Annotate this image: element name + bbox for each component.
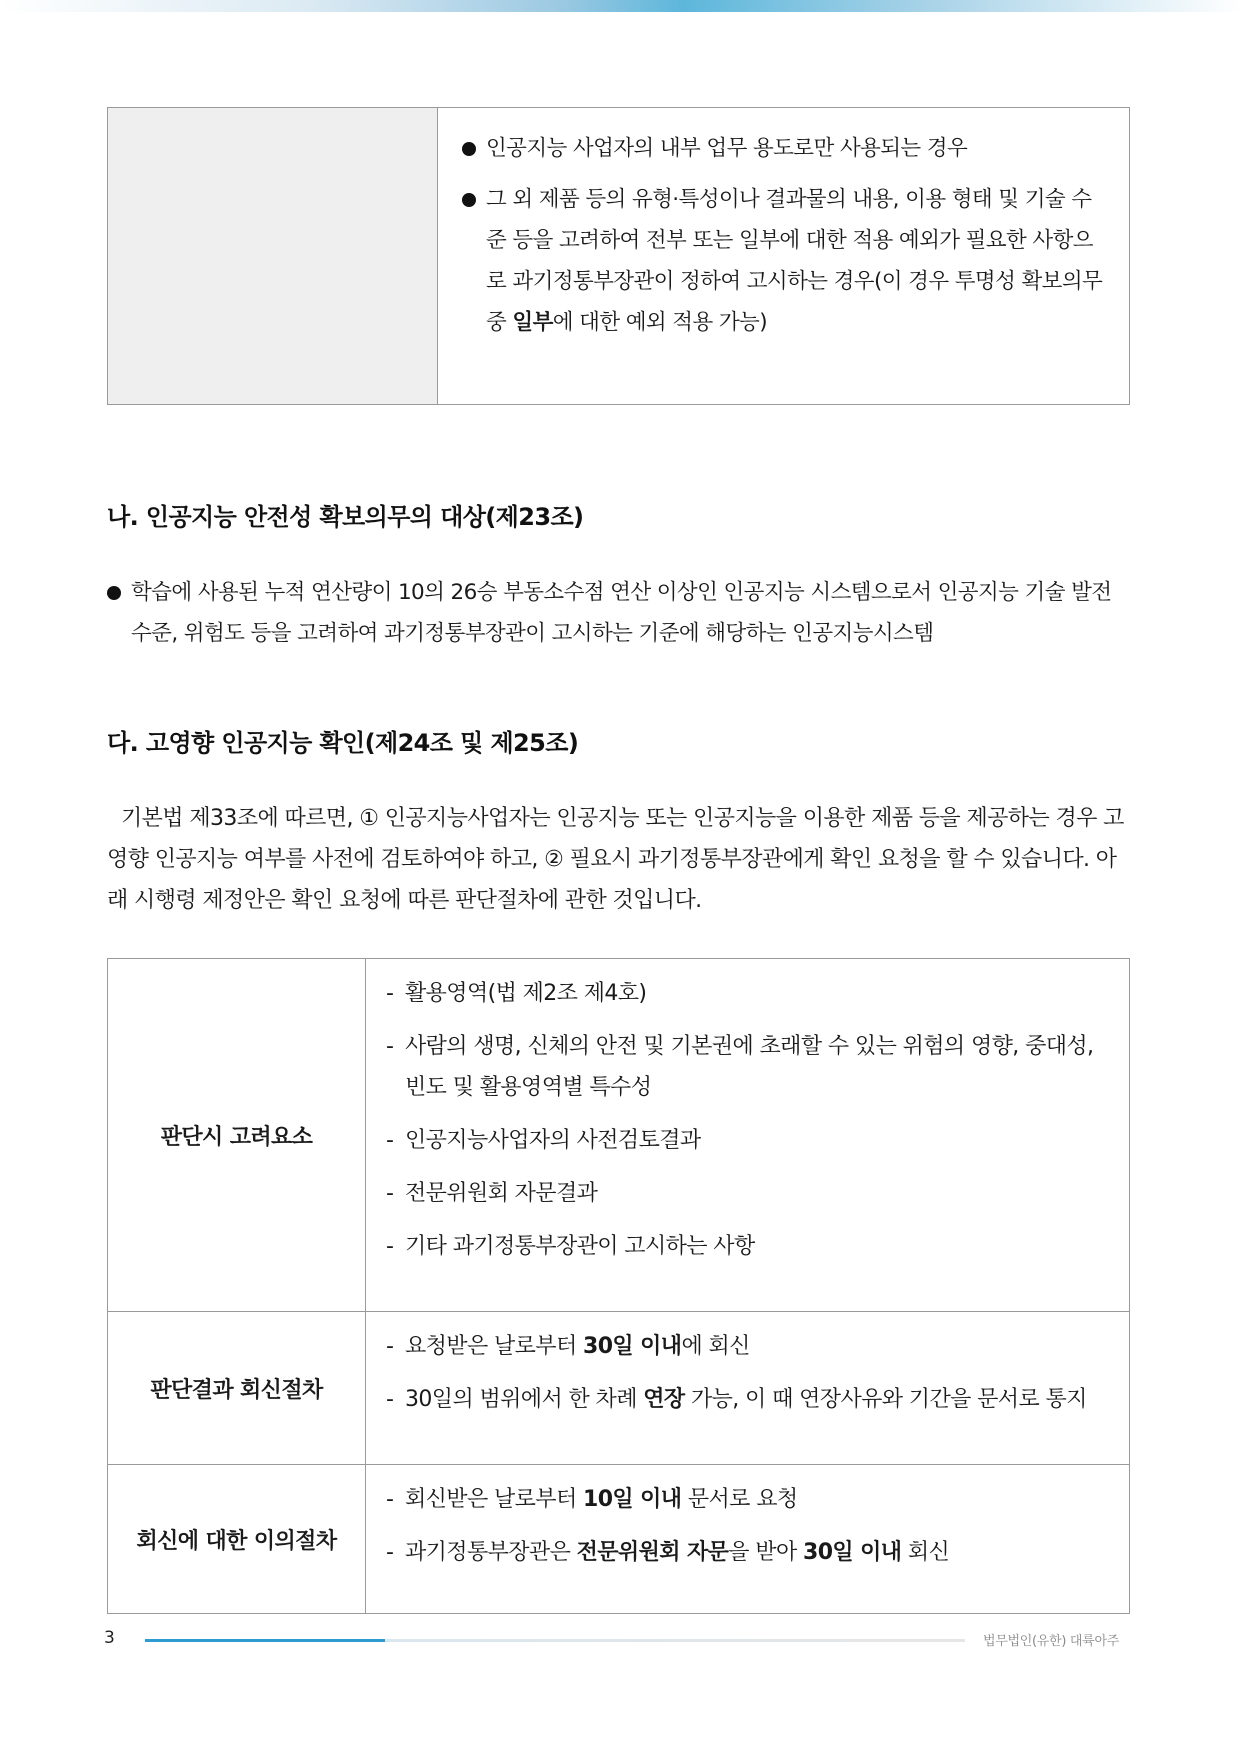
row-label: 판단결과 회신절차 xyxy=(108,1312,366,1465)
row-label: 회신에 대한 이의절차 xyxy=(108,1465,366,1614)
list-item: - 과기정통부장관은 전문위원회 자문을 받아 30일 이내 회신 xyxy=(386,1532,1109,1573)
row-content xyxy=(366,959,1130,1312)
judgement-procedure-table xyxy=(107,958,1130,1614)
top-gradient-bar xyxy=(0,0,1241,12)
list-item: - 전문위원회 자문결과 xyxy=(386,1173,1109,1214)
list-item: - 사람의 생명, 신체의 안전 및 기본권에 초래할 수 있는 위험의 영향, 중대성, 빈도 및 활용영역별 특수성 xyxy=(386,1026,1109,1108)
row-content xyxy=(366,1465,1130,1614)
list-item: - 30일의 범위에서 한 차례 연장 가능, 이 때 연장사유와 기간을 문서로 통지 xyxy=(386,1379,1109,1420)
empty-label-cell xyxy=(108,108,438,405)
table-row xyxy=(108,1312,1130,1465)
safety-target-list xyxy=(107,572,1137,664)
section-da-paragraph: 기본법 제33조에 따르면, ① 인공지능사업자는 인공지능 또는 인공지능을 이용한 제품 등을 제공하는 경우 고영향 인공지능 여부를 사전에 검토하여야 하고, ② 필요시 과기정통부장관에게 확인 요청을 할 수 있습니다. 아래 시행령 제정안은 확인 요청에 따른 판단절차에 관한 것입니다. xyxy=(107,806,1124,913)
footer-divider-accent xyxy=(145,1639,385,1642)
row-content xyxy=(366,1312,1130,1465)
list-item: - 회신받은 날로부터 10일 이내 문서로 요청 xyxy=(386,1479,1109,1520)
exceptions-content-cell xyxy=(438,108,1130,405)
list-item: 인공지능 사업자의 내부 업무 용도로만 사용되는 경우 xyxy=(462,128,1109,169)
exceptions-table-continued xyxy=(107,107,1130,405)
list-item: - 요청받은 날로부터 30일 이내에 회신 xyxy=(386,1326,1109,1367)
page-number: 3 xyxy=(104,1628,115,1648)
list-item: 학습에 사용된 누적 연산량이 10의 26승 부동소수점 연산 이상인 인공지능 시스템으로서 인공지능 기술 발전 수준, 위험도 등을 고려하여 과기정통부장관이 고시하는 기준에 해당하는 인공지능시스템 xyxy=(107,572,1137,654)
row-label: 판단시 고려요소 xyxy=(108,959,366,1312)
list-item: 그 외 제품 등의 유형·특성이나 결과물의 내용, 이용 형태 및 기술 수준 등을 고려하여 전부 또는 일부에 대한 적용 예외가 필요한 사항으로 과기정통부장관이 정하여 고시하는 경우(이 경우 투명성 확보의무 중 일부에 대한 예외 적용 가능) xyxy=(462,179,1109,343)
exceptions-list xyxy=(462,128,1109,343)
table-row xyxy=(108,1465,1130,1614)
section-heading-da: 다. 고영향 인공지능 확인(제24조 및 제25조) xyxy=(107,729,579,757)
list-item: - 활용영역(법 제2조 제4호) xyxy=(386,973,1109,1014)
table-row xyxy=(108,959,1130,1312)
section-heading-na: 나. 인공지능 안전성 확보의무의 대상(제23조) xyxy=(107,503,584,531)
list-item: - 기타 과기정통부장관이 고시하는 사항 xyxy=(386,1226,1109,1267)
list-item: - 인공지능사업자의 사전검토결과 xyxy=(386,1120,1109,1161)
firm-name: 법무법인(유한) 대륙아주 xyxy=(983,1634,1119,1649)
